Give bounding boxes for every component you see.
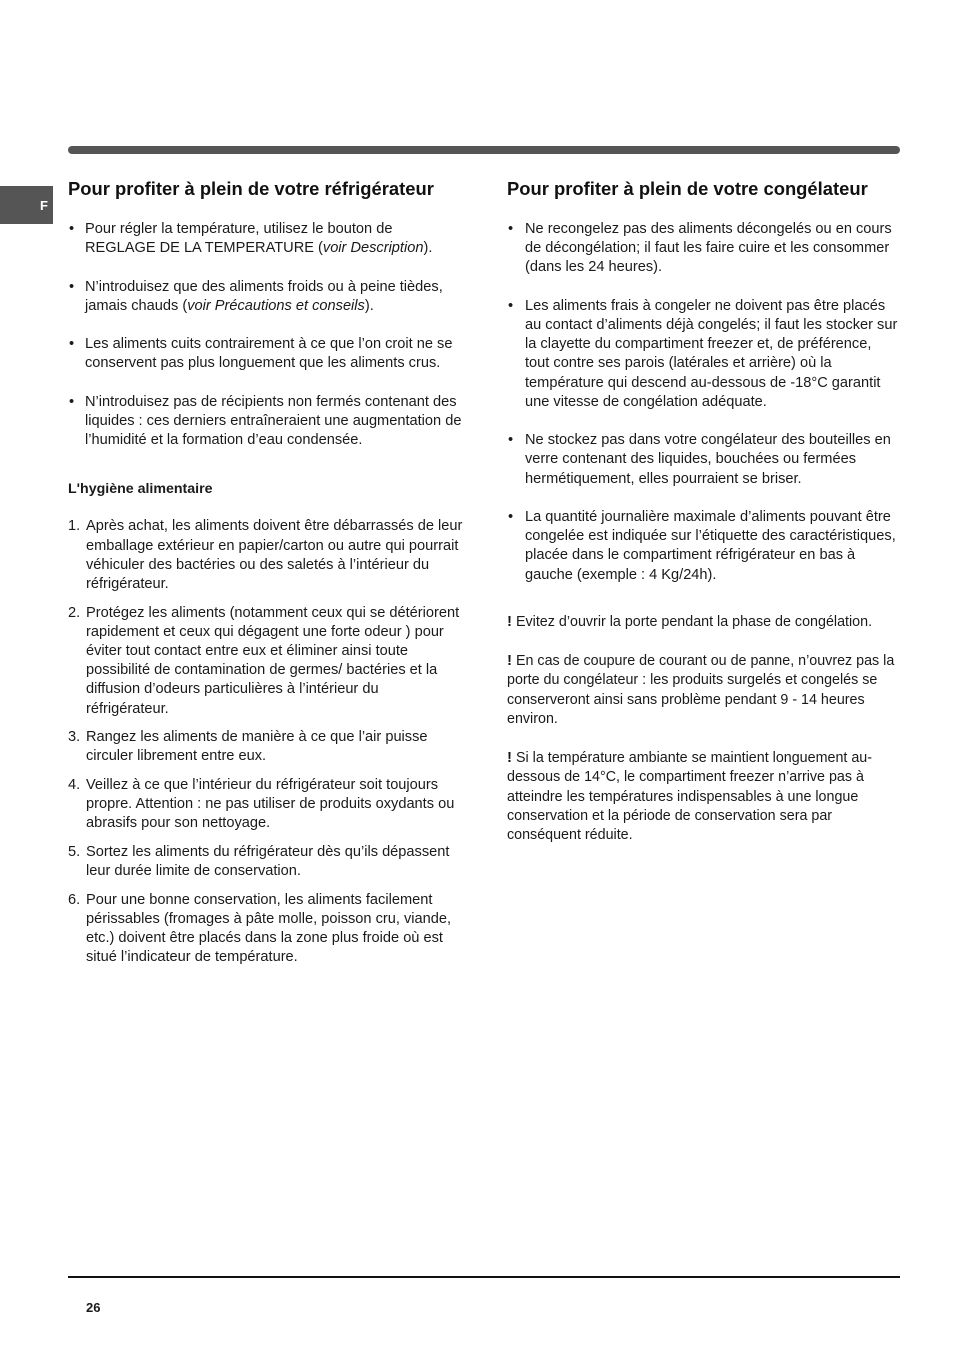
list-item: • Ne recongelez pas des aliments décongelés ou en cours de décongélation; il faut les faire cuire et les consommer (dans les 24 heures).	[507, 220, 899, 278]
hygiene-subheading: L'hygiène alimentaire	[68, 481, 213, 498]
freezer-tips-list	[507, 220, 899, 585]
list-item: • Les aliments cuits contrairement à ce que l’on croit ne se conservent pas plus longuement que les aliments crus.	[68, 335, 464, 373]
page-number: 26	[86, 1300, 101, 1315]
hygiene-steps-list	[68, 517, 464, 967]
fridge-section-title: Pour profiter à plein de votre réfrigérateur	[68, 178, 434, 199]
warning-notes	[507, 612, 899, 845]
exclamation-icon: !	[507, 612, 512, 630]
list-item: • Les aliments frais à congeler ne doivent pas être placés au contact d’aliments déjà congelés; il faut les stocker sur la clayette du compartiment freezer et, de préférence, tout contre ses parois (latérales et arrière) où la température qui descend au-dessous de -18°C garantit une vitesse de congélation adéquate.	[507, 297, 899, 412]
freezer-section-title: Pour profiter à plein de votre congélateur	[507, 178, 868, 199]
list-item: • N’introduisez que des aliments froids ou à peine tièdes, jamais chauds (voir Précautions et conseils).	[68, 278, 464, 316]
language-tab: F	[0, 186, 53, 224]
list-item: 2. Protégez les aliments (notamment ceux qui se détériorent rapidement et ceux qui dégagent une forte odeur ) pour éviter tout contact entre eux et éliminer ainsi toute possibilité de contamination de germes/ bactéries et la diffusion d’odeurs particulières à l’intérieur du réfrigérateur.	[68, 604, 460, 717]
list-item: 1. Après achat, les aliments doivent être débarrassés de leur emballage extérieur en papier/carton ou autre qui pourrait véhiculer des bactéries ou des saletés à l’intérieur du réfrigérateur.	[68, 518, 463, 592]
list-item: • Pour régler la température, utilisez le bouton de REGLAGE DE LA TEMPERATURE (voir Description).	[68, 220, 464, 258]
fridge-column	[68, 178, 464, 977]
list-item: 6. Pour une bonne conservation, les aliments facilement périssables (fromages à pâte molle, poisson cru, viande, etc.) doivent être placés dans la zone plus froide où est situé l’indicateur de température.	[68, 891, 452, 966]
exclamation-icon: !	[507, 749, 512, 767]
list-item: • N’introduisez pas de récipients non fermés contenant des liquides : ces derniers entraîneraient une augmentation de l’humidité et la formation d’eau condensée.	[68, 393, 464, 451]
fridge-tips-list	[68, 220, 464, 450]
header-rule	[68, 146, 900, 154]
warning-note: ! En cas de coupure de courant ou de panne, n’ouvrez pas la porte du congélateur : les produits surgelés et congelés se conserveront ainsi sans problème pendant 9 - 14 heures environ.	[507, 652, 895, 727]
list-item: • Ne stockez pas dans votre congélateur des bouteilles en verre contenant des liquides, bouchées ou fermées hermétiquement, elles pourraient se briser.	[507, 431, 899, 489]
list-item: 5. Sortez les aliments du réfrigérateur dès qu’ils dépassent leur durée limite de conservation.	[68, 844, 450, 880]
warning-note: ! Si la température ambiante se maintient longuement au-dessous de 14°C, le compartiment freezer n’arrive pas à atteindre les températures indispensables à une longue conservation et la période de conservation sera par conséquent réduite.	[507, 749, 873, 844]
warning-note: ! Evitez d’ouvrir la porte pendant la phase de congélation.	[507, 612, 873, 630]
list-item: • La quantité journalière maximale d’aliments pouvant être congelée est indiquée sur l’étiquette des caractéristiques, placée dans le compartiment réfrigérateur en bas à gauche (exemple : 4 Kg/24h).	[507, 508, 899, 585]
cross-reference: voir Précautions et conseils	[187, 297, 365, 314]
exclamation-icon: !	[507, 652, 512, 670]
list-item: 3. Rangez les aliments de manière à ce que l’air puisse circuler librement entre eux.	[68, 729, 428, 765]
list-item: 4. Veillez à ce que l’intérieur du réfrigérateur soit toujours propre. Attention : ne pas utiliser de produits oxydants ou abrasifs pour son nettoyage.	[68, 777, 455, 832]
footer-rule	[68, 1276, 900, 1278]
cross-reference: voir Description	[322, 240, 424, 257]
freezer-column	[507, 178, 899, 864]
